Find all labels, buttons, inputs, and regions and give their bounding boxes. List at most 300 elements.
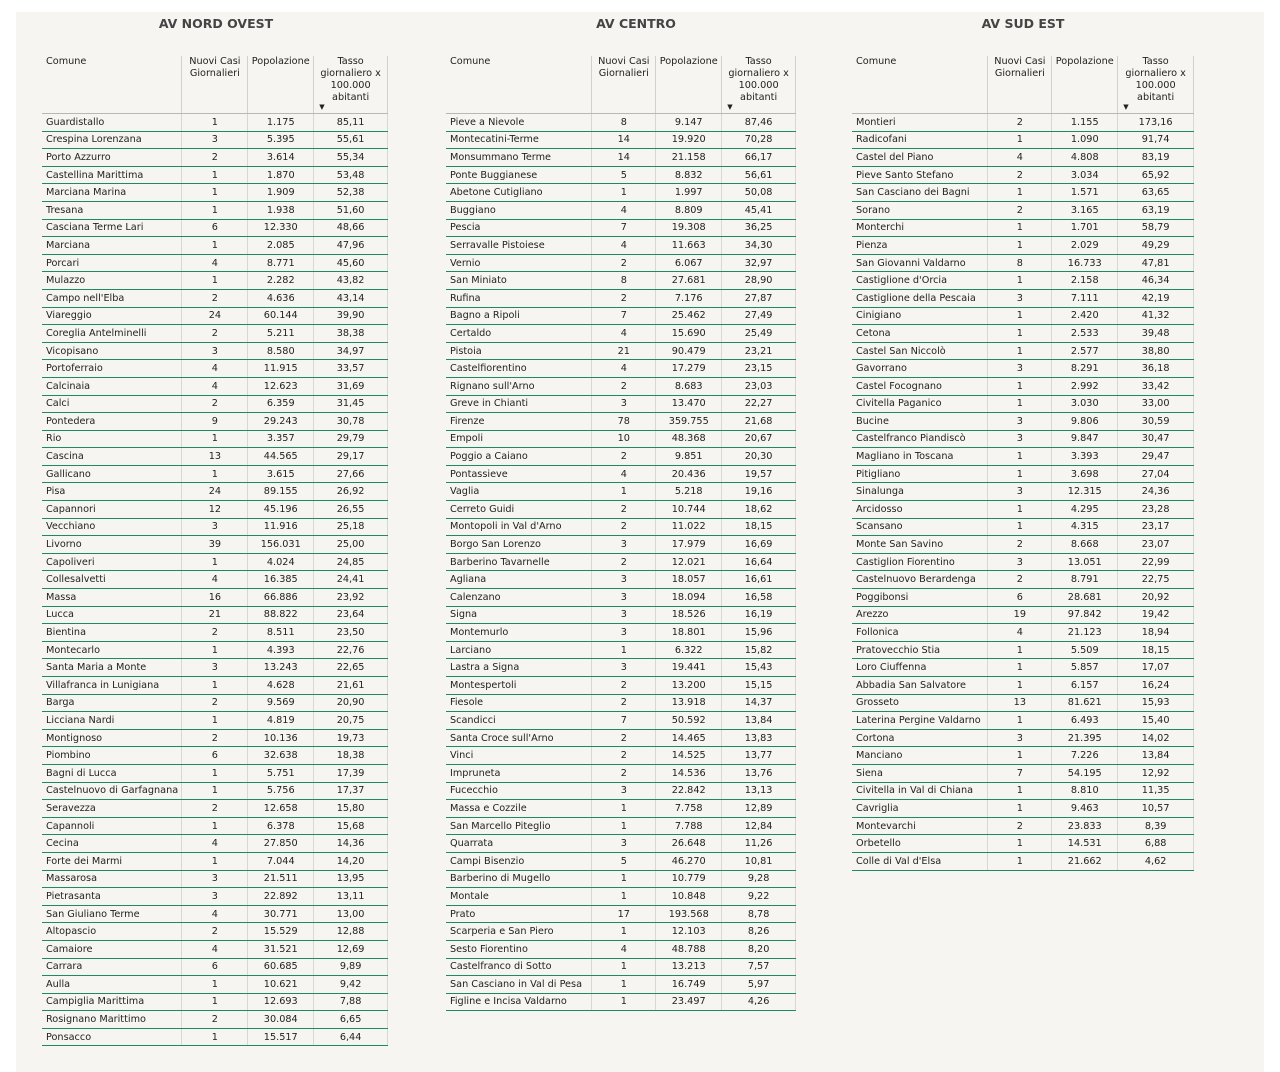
header-comune[interactable]: Comune (446, 56, 592, 114)
cell-tasso: 13,11 (314, 888, 388, 906)
header-comune[interactable]: Comune (852, 56, 988, 114)
table-row[interactable] (42, 237, 388, 255)
cell-comune: Pisa (42, 483, 182, 501)
cell-tasso: 17,39 (314, 764, 388, 782)
cell-nuovi-casi: 1 (592, 976, 656, 994)
cell-popolazione: 9.569 (248, 694, 314, 712)
table-row[interactable] (42, 571, 388, 589)
header-nuovi-casi[interactable]: Nuovi Casi Giornalieri (988, 56, 1052, 114)
table-row[interactable] (852, 289, 1194, 307)
table-row[interactable] (852, 413, 1194, 431)
table-row[interactable] (42, 800, 388, 818)
table-row[interactable] (446, 712, 796, 730)
cell-comune: Massarosa (42, 870, 182, 888)
cell-comune: Scandicci (446, 712, 592, 730)
cell-comune: Cascina (42, 448, 182, 466)
table-row[interactable] (42, 149, 388, 167)
cell-comune: Castiglion Fiorentino (852, 553, 988, 571)
table-row[interactable] (446, 729, 796, 747)
table-row[interactable] (446, 325, 796, 343)
cell-tasso: 20,92 (1118, 589, 1194, 607)
cell-comune: Forte dei Marmi (42, 852, 182, 870)
table-row[interactable] (852, 184, 1194, 202)
table-row[interactable] (42, 413, 388, 431)
cell-tasso: 23,03 (722, 377, 796, 395)
cell-comune: Viareggio (42, 307, 182, 325)
table-row[interactable] (852, 589, 1194, 607)
table-row[interactable] (42, 501, 388, 519)
cell-tasso: 18,94 (1118, 624, 1194, 642)
cell-tasso: 30,78 (314, 413, 388, 431)
cell-tasso: 83,19 (1118, 149, 1194, 167)
cell-nuovi-casi: 1 (592, 923, 656, 941)
cell-popolazione: 46.270 (656, 852, 722, 870)
table-row[interactable] (852, 518, 1194, 536)
table-row[interactable] (446, 677, 796, 695)
table-row[interactable] (852, 553, 1194, 571)
table-row[interactable] (42, 377, 388, 395)
table-row[interactable] (42, 888, 388, 906)
table-row[interactable] (852, 360, 1194, 378)
table-row[interactable] (42, 536, 388, 554)
cell-comune: Montecarlo (42, 641, 182, 659)
cell-comune: Abbadia San Salvatore (852, 677, 988, 695)
table-row[interactable] (852, 536, 1194, 554)
cell-tasso: 16,69 (722, 536, 796, 554)
table-row[interactable] (852, 712, 1194, 730)
cell-tasso: 26,55 (314, 501, 388, 519)
cell-nuovi-casi: 3 (182, 659, 248, 677)
cell-nuovi-casi: 1 (988, 377, 1052, 395)
cell-nuovi-casi: 1 (182, 993, 248, 1011)
table-row[interactable] (42, 166, 388, 184)
cell-popolazione: 6.322 (656, 641, 722, 659)
table-row[interactable] (852, 694, 1194, 712)
cell-nuovi-casi: 4 (182, 571, 248, 589)
table-row[interactable] (446, 377, 796, 395)
table-row[interactable] (446, 166, 796, 184)
cell-popolazione: 16.385 (248, 571, 314, 589)
table-row[interactable] (446, 219, 796, 237)
table-row[interactable] (446, 254, 796, 272)
cell-nuovi-casi: 1 (592, 641, 656, 659)
cell-tasso: 43,82 (314, 272, 388, 290)
table-row[interactable] (852, 782, 1194, 800)
table-row[interactable] (42, 641, 388, 659)
table-row[interactable] (852, 606, 1194, 624)
cell-tasso: 15,40 (1118, 712, 1194, 730)
cell-comune: Porcari (42, 254, 182, 272)
cell-nuovi-casi: 6 (182, 958, 248, 976)
cell-tasso: 91,74 (1118, 131, 1194, 149)
cell-nuovi-casi: 1 (592, 958, 656, 976)
cell-tasso: 13,84 (1118, 747, 1194, 765)
cell-comune: Pieve Santo Stefano (852, 166, 988, 184)
cell-comune: Siena (852, 764, 988, 782)
cell-popolazione: 4.808 (1052, 149, 1118, 167)
table-row[interactable] (42, 289, 388, 307)
table-row[interactable] (42, 184, 388, 202)
table-row[interactable] (42, 958, 388, 976)
table-row[interactable] (446, 501, 796, 519)
table-row[interactable] (852, 465, 1194, 483)
header-tasso[interactable] (314, 56, 388, 114)
table-row[interactable] (852, 307, 1194, 325)
cell-tasso: 15,15 (722, 677, 796, 695)
cell-tasso: 24,85 (314, 553, 388, 571)
cell-tasso: 65,92 (1118, 166, 1194, 184)
cell-nuovi-casi: 2 (988, 571, 1052, 589)
table-row[interactable] (852, 659, 1194, 677)
table-row[interactable] (42, 923, 388, 941)
table-row[interactable] (446, 694, 796, 712)
table-row[interactable] (852, 377, 1194, 395)
table-row[interactable] (42, 201, 388, 219)
table-row[interactable] (852, 817, 1194, 835)
table-row[interactable] (446, 905, 796, 923)
cell-popolazione: 3.393 (1052, 448, 1118, 466)
cell-tasso: 9,89 (314, 958, 388, 976)
cell-tasso: 30,59 (1118, 413, 1194, 431)
table-row[interactable] (446, 114, 796, 132)
cell-tasso: 16,24 (1118, 677, 1194, 695)
table-row[interactable] (852, 571, 1194, 589)
cell-comune: Serravalle Pistoiese (446, 237, 592, 255)
table-row[interactable] (42, 430, 388, 448)
table-row[interactable] (446, 852, 796, 870)
cell-nuovi-casi: 10 (592, 430, 656, 448)
table-row[interactable] (446, 606, 796, 624)
cell-comune: Lucca (42, 606, 182, 624)
table-row[interactable] (852, 395, 1194, 413)
table-row[interactable] (446, 465, 796, 483)
table-row[interactable] (852, 325, 1194, 343)
table-row[interactable] (42, 465, 388, 483)
cell-tasso: 14,37 (722, 694, 796, 712)
table-row[interactable] (42, 254, 388, 272)
table-row[interactable] (446, 131, 796, 149)
cell-popolazione: 11.915 (248, 360, 314, 378)
cell-tasso: 33,57 (314, 360, 388, 378)
cell-popolazione: 88.822 (248, 606, 314, 624)
table-row[interactable] (42, 712, 388, 730)
cell-popolazione: 5.857 (1052, 659, 1118, 677)
cell-popolazione: 359.755 (656, 413, 722, 431)
cell-nuovi-casi: 8 (988, 254, 1052, 272)
table-row[interactable] (446, 641, 796, 659)
cell-tasso: 46,34 (1118, 272, 1194, 290)
cell-comune: San Giuliano Terme (42, 905, 182, 923)
cell-comune: Greve in Chianti (446, 395, 592, 413)
table-row[interactable] (852, 237, 1194, 255)
table-row[interactable] (42, 976, 388, 994)
table-row[interactable] (852, 219, 1194, 237)
cell-tasso: 23,50 (314, 624, 388, 642)
table-row[interactable] (446, 958, 796, 976)
table-row[interactable] (42, 1011, 388, 1029)
table-row[interactable] (446, 201, 796, 219)
cell-tasso: 8,20 (722, 940, 796, 958)
table-row[interactable] (852, 272, 1194, 290)
cell-tasso: 55,61 (314, 131, 388, 149)
cell-comune: Monsummano Terme (446, 149, 592, 167)
cell-popolazione: 2.158 (1052, 272, 1118, 290)
cell-popolazione: 5.756 (248, 782, 314, 800)
cell-popolazione: 45.196 (248, 501, 314, 519)
table-row[interactable] (852, 114, 1194, 132)
cell-popolazione: 10.744 (656, 501, 722, 519)
table-row[interactable] (42, 1028, 388, 1046)
cell-nuovi-casi: 2 (592, 254, 656, 272)
table-row[interactable] (42, 360, 388, 378)
table-row[interactable] (852, 852, 1194, 870)
table-row[interactable] (42, 395, 388, 413)
table-row[interactable] (852, 747, 1194, 765)
table-row[interactable] (446, 624, 796, 642)
table-row[interactable] (42, 553, 388, 571)
table-row[interactable] (446, 430, 796, 448)
table-row[interactable] (446, 342, 796, 360)
cell-tasso: 7,88 (314, 993, 388, 1011)
cell-popolazione: 28.681 (1052, 589, 1118, 607)
cell-popolazione: 22.842 (656, 782, 722, 800)
table-row[interactable] (852, 641, 1194, 659)
cell-nuovi-casi: 24 (182, 483, 248, 501)
table-row[interactable] (42, 905, 388, 923)
table-row[interactable] (446, 272, 796, 290)
table-row[interactable] (446, 747, 796, 765)
cell-comune: Prato (446, 905, 592, 923)
cell-tasso: 28,90 (722, 272, 796, 290)
cell-nuovi-casi: 1 (988, 782, 1052, 800)
cell-nuovi-casi: 1 (988, 852, 1052, 870)
cell-comune: Arezzo (852, 606, 988, 624)
cell-comune: Tresana (42, 201, 182, 219)
table-row[interactable] (446, 483, 796, 501)
cell-popolazione: 17.979 (656, 536, 722, 554)
table-row[interactable] (42, 219, 388, 237)
cell-nuovi-casi: 1 (182, 976, 248, 994)
table-row[interactable] (446, 395, 796, 413)
table-row[interactable] (852, 677, 1194, 695)
cell-nuovi-casi: 1 (988, 307, 1052, 325)
cell-tasso: 36,18 (1118, 360, 1194, 378)
table-row[interactable] (446, 817, 796, 835)
table-row[interactable] (446, 940, 796, 958)
table-row[interactable] (852, 448, 1194, 466)
table-row[interactable] (42, 114, 388, 132)
cell-tasso: 31,69 (314, 377, 388, 395)
table-row[interactable] (446, 571, 796, 589)
cell-comune: Capannori (42, 501, 182, 519)
cell-tasso: 23,17 (1118, 518, 1194, 536)
cell-tasso: 25,18 (314, 518, 388, 536)
table-row[interactable] (42, 677, 388, 695)
table-row[interactable] (446, 835, 796, 853)
cell-nuovi-casi: 4 (988, 624, 1052, 642)
table-row[interactable] (446, 518, 796, 536)
cell-popolazione: 15.690 (656, 325, 722, 343)
table-row[interactable] (446, 237, 796, 255)
table-row[interactable] (446, 764, 796, 782)
table-row[interactable] (852, 254, 1194, 272)
cell-comune: Montecatini-Terme (446, 131, 592, 149)
cell-nuovi-casi: 4 (182, 360, 248, 378)
cell-comune: Arcidosso (852, 501, 988, 519)
table-row[interactable] (446, 149, 796, 167)
table-row[interactable] (42, 518, 388, 536)
cell-nuovi-casi: 1 (988, 219, 1052, 237)
cell-nuovi-casi: 3 (592, 659, 656, 677)
cell-nuovi-casi: 3 (988, 430, 1052, 448)
header-tasso[interactable] (722, 56, 796, 114)
table-row[interactable] (852, 166, 1194, 184)
table-row[interactable] (852, 501, 1194, 519)
table-row[interactable] (446, 800, 796, 818)
header-popolazione[interactable]: Popolazione (248, 56, 314, 114)
table-row[interactable] (852, 131, 1194, 149)
table-row[interactable] (42, 342, 388, 360)
cell-tasso: 8,26 (722, 923, 796, 941)
table-row[interactable] (42, 764, 388, 782)
cell-comune: Pietrasanta (42, 888, 182, 906)
cell-nuovi-casi: 3 (592, 395, 656, 413)
cell-nuovi-casi: 2 (592, 729, 656, 747)
table-row[interactable] (42, 606, 388, 624)
header-popolazione[interactable]: Popolazione (656, 56, 722, 114)
cell-popolazione: 8.771 (248, 254, 314, 272)
table-row[interactable] (852, 342, 1194, 360)
table-row[interactable] (42, 448, 388, 466)
cell-popolazione: 9.847 (1052, 430, 1118, 448)
cell-comune: Pieve a Nievole (446, 114, 592, 132)
table-row[interactable] (446, 589, 796, 607)
table-row[interactable] (446, 184, 796, 202)
cell-comune: Campi Bisenzio (446, 852, 592, 870)
table-row[interactable] (852, 764, 1194, 782)
table-row[interactable] (42, 272, 388, 290)
table-row[interactable] (42, 624, 388, 642)
table-row[interactable] (446, 289, 796, 307)
cell-popolazione: 22.892 (248, 888, 314, 906)
cell-nuovi-casi: 2 (592, 289, 656, 307)
table-row[interactable] (446, 360, 796, 378)
table-row[interactable] (446, 659, 796, 677)
header-comune[interactable]: Comune (42, 56, 182, 114)
cell-comune: Mulazzo (42, 272, 182, 290)
cell-comune: Vernio (446, 254, 592, 272)
cell-nuovi-casi: 19 (988, 606, 1052, 624)
cell-comune: Magliano in Toscana (852, 448, 988, 466)
table-row[interactable] (446, 923, 796, 941)
table-row[interactable] (446, 413, 796, 431)
table-row[interactable] (852, 835, 1194, 853)
cell-popolazione: 66.886 (248, 589, 314, 607)
cell-tasso: 63,19 (1118, 201, 1194, 219)
sort-descending-icon: ▼ (319, 103, 325, 111)
cell-comune: Poggio a Caiano (446, 448, 592, 466)
cell-nuovi-casi: 21 (182, 606, 248, 624)
table-row[interactable] (42, 307, 388, 325)
cell-nuovi-casi: 2 (592, 377, 656, 395)
table-row[interactable] (446, 888, 796, 906)
table-row[interactable] (852, 149, 1194, 167)
table-row[interactable] (446, 448, 796, 466)
table-row[interactable] (42, 993, 388, 1011)
panel-title: AV SUD EST (981, 16, 1065, 31)
cell-popolazione: 27.850 (248, 835, 314, 853)
table-row[interactable] (852, 729, 1194, 747)
cell-nuovi-casi: 4 (988, 149, 1052, 167)
table-row[interactable] (446, 976, 796, 994)
header-nuovi-casi[interactable]: Nuovi Casi Giornalieri (592, 56, 656, 114)
cell-tasso: 34,97 (314, 342, 388, 360)
cell-popolazione: 14.536 (656, 764, 722, 782)
table-row[interactable] (42, 729, 388, 747)
table-row[interactable] (42, 817, 388, 835)
table-row[interactable] (42, 852, 388, 870)
table-row[interactable] (852, 430, 1194, 448)
header-popolazione[interactable]: Popolazione (1052, 56, 1118, 114)
table-row[interactable] (42, 589, 388, 607)
cell-tasso: 5,97 (722, 976, 796, 994)
table-row[interactable] (42, 694, 388, 712)
table-row[interactable] (42, 131, 388, 149)
table-row[interactable] (446, 536, 796, 554)
cell-tasso: 19,16 (722, 483, 796, 501)
cell-tasso: 6,65 (314, 1011, 388, 1029)
cell-nuovi-casi: 1 (592, 870, 656, 888)
cell-comune: Vinci (446, 747, 592, 765)
table-row[interactable] (446, 870, 796, 888)
table-row[interactable] (852, 624, 1194, 642)
cell-popolazione: 21.123 (1052, 624, 1118, 642)
cell-popolazione: 2.992 (1052, 377, 1118, 395)
cell-popolazione: 30.771 (248, 905, 314, 923)
table-row[interactable] (42, 940, 388, 958)
cell-popolazione: 2.282 (248, 272, 314, 290)
table-row[interactable] (42, 747, 388, 765)
cell-comune: Rignano sull'Arno (446, 377, 592, 395)
table-row[interactable] (446, 782, 796, 800)
table-row[interactable] (446, 993, 796, 1011)
table-row[interactable] (852, 800, 1194, 818)
cell-nuovi-casi: 1 (592, 800, 656, 818)
table-row[interactable] (446, 307, 796, 325)
cell-popolazione: 13.470 (656, 395, 722, 413)
header-tasso[interactable] (1118, 56, 1194, 114)
table-row[interactable] (42, 659, 388, 677)
cell-nuovi-casi: 1 (182, 782, 248, 800)
cell-tasso: 42,19 (1118, 289, 1194, 307)
cell-comune: Castelfiorentino (446, 360, 592, 378)
cell-tasso: 24,36 (1118, 483, 1194, 501)
table-row[interactable] (42, 835, 388, 853)
cell-popolazione: 4.819 (248, 712, 314, 730)
cell-comune: Civitella in Val di Chiana (852, 782, 988, 800)
header-nuovi-casi[interactable]: Nuovi Casi Giornalieri (182, 56, 248, 114)
table-row[interactable] (852, 483, 1194, 501)
table-row[interactable] (446, 553, 796, 571)
table-row[interactable] (42, 782, 388, 800)
table-row[interactable] (42, 483, 388, 501)
cell-popolazione: 8.580 (248, 342, 314, 360)
cell-comune: Montevarchi (852, 817, 988, 835)
cell-comune: Pescia (446, 219, 592, 237)
table-row[interactable] (42, 870, 388, 888)
table-row[interactable] (852, 201, 1194, 219)
table-row[interactable] (42, 325, 388, 343)
